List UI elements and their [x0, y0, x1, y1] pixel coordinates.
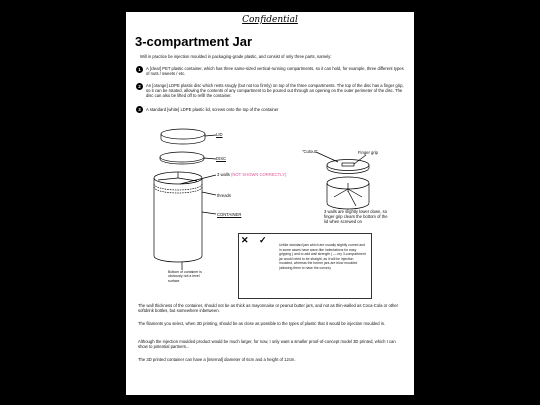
- paragraph-filaments: The filaments you select, when 3D printing, should be as close as possible to the types of plastic that it would be injection moulded in.: [138, 321, 386, 326]
- disc-drawing: [160, 152, 216, 164]
- check-icon: ✓: [259, 235, 267, 245]
- container-label: CONTAINER: [217, 212, 242, 217]
- item-3-number: 3: [136, 106, 143, 113]
- page-title: 3-compartment Jar: [135, 34, 253, 49]
- paragraph-dimensions: The 3D printed container can have a [internal] diameter of 6cm and a height of 12cm.: [138, 357, 296, 362]
- jar-comparison-note: [238, 233, 372, 299]
- item-2-text: An [orange] LDPE plastic disc which rests snugly (but not too firmly) on top of the three compartments. The top of the disc has a finger grip, so it can be rotated, allowing the contents of any compartment to be poured out through an opening on the outer perimeter of the disc. The disc can also be lifted off to refill the container.: [146, 83, 404, 99]
- item-3-text: A standard [white] LDPE plastic lid, screws onto the top of the container: [146, 107, 279, 112]
- lid-label: LID: [216, 132, 223, 137]
- confidential-header: Confidential: [242, 15, 298, 25]
- finger-grip-label: Finger grip: [358, 150, 379, 155]
- cutout-label: "Cutout": [302, 149, 318, 154]
- disc-label: DISC: [216, 156, 227, 161]
- threads-label: threads: [217, 193, 231, 198]
- container-drawing: [154, 172, 216, 270]
- walls-label: 3 walls (NOT SHOWN CORRECTLY): [217, 172, 287, 177]
- lid-drawing: [161, 129, 216, 144]
- intro-text: Will in practice be injection moulded in packaging-grade plastic, and consist of only three parts, namely:: [140, 54, 332, 59]
- item-1-number: 1: [136, 66, 143, 73]
- item-1-text: A [clear] PET plastic container, which has three same-sized vertical-running compartments, so it can hold, for example, three different types of nuts / sweets / etc.: [146, 66, 404, 77]
- paragraph-proof-of-concept: Although the injection moulded product would be much larger, for now, I only want a smaller proof-of-concept model 3D printed, which I can show to potential partners...: [138, 339, 396, 350]
- walls-lower-label: 3 walls are slightly lower down, so finger grip clears the bottom of the lid when screwed on: [324, 209, 388, 224]
- document-page: [126, 12, 414, 395]
- bottom-label: Bottom of container is obviously not a level surface: [168, 270, 202, 283]
- item-2-number: 2: [136, 83, 143, 90]
- disc-top-view: [316, 152, 369, 174]
- jar-diagram: [126, 12, 414, 395]
- note-text: Unlike standard jars which are usually slightly curved and in some cases have wave-like indentations for easy gripping ( and to add wall strength ) — my 3-compartment jar would need to be straight, as it will be injection moulded, whereas the former jars are blow moulded (allowing them to have the curves): [279, 243, 366, 270]
- paragraph-wall-thickness: The wall thickness of the container, should not be as thick as mayonnaise or peanut butter jars, and not as thin-walled as Coca-Cola or other softdrink bottles, but somewhere inbetween.: [138, 303, 399, 314]
- cross-icon: ✕: [241, 235, 249, 245]
- container-top-view: [327, 177, 369, 209]
